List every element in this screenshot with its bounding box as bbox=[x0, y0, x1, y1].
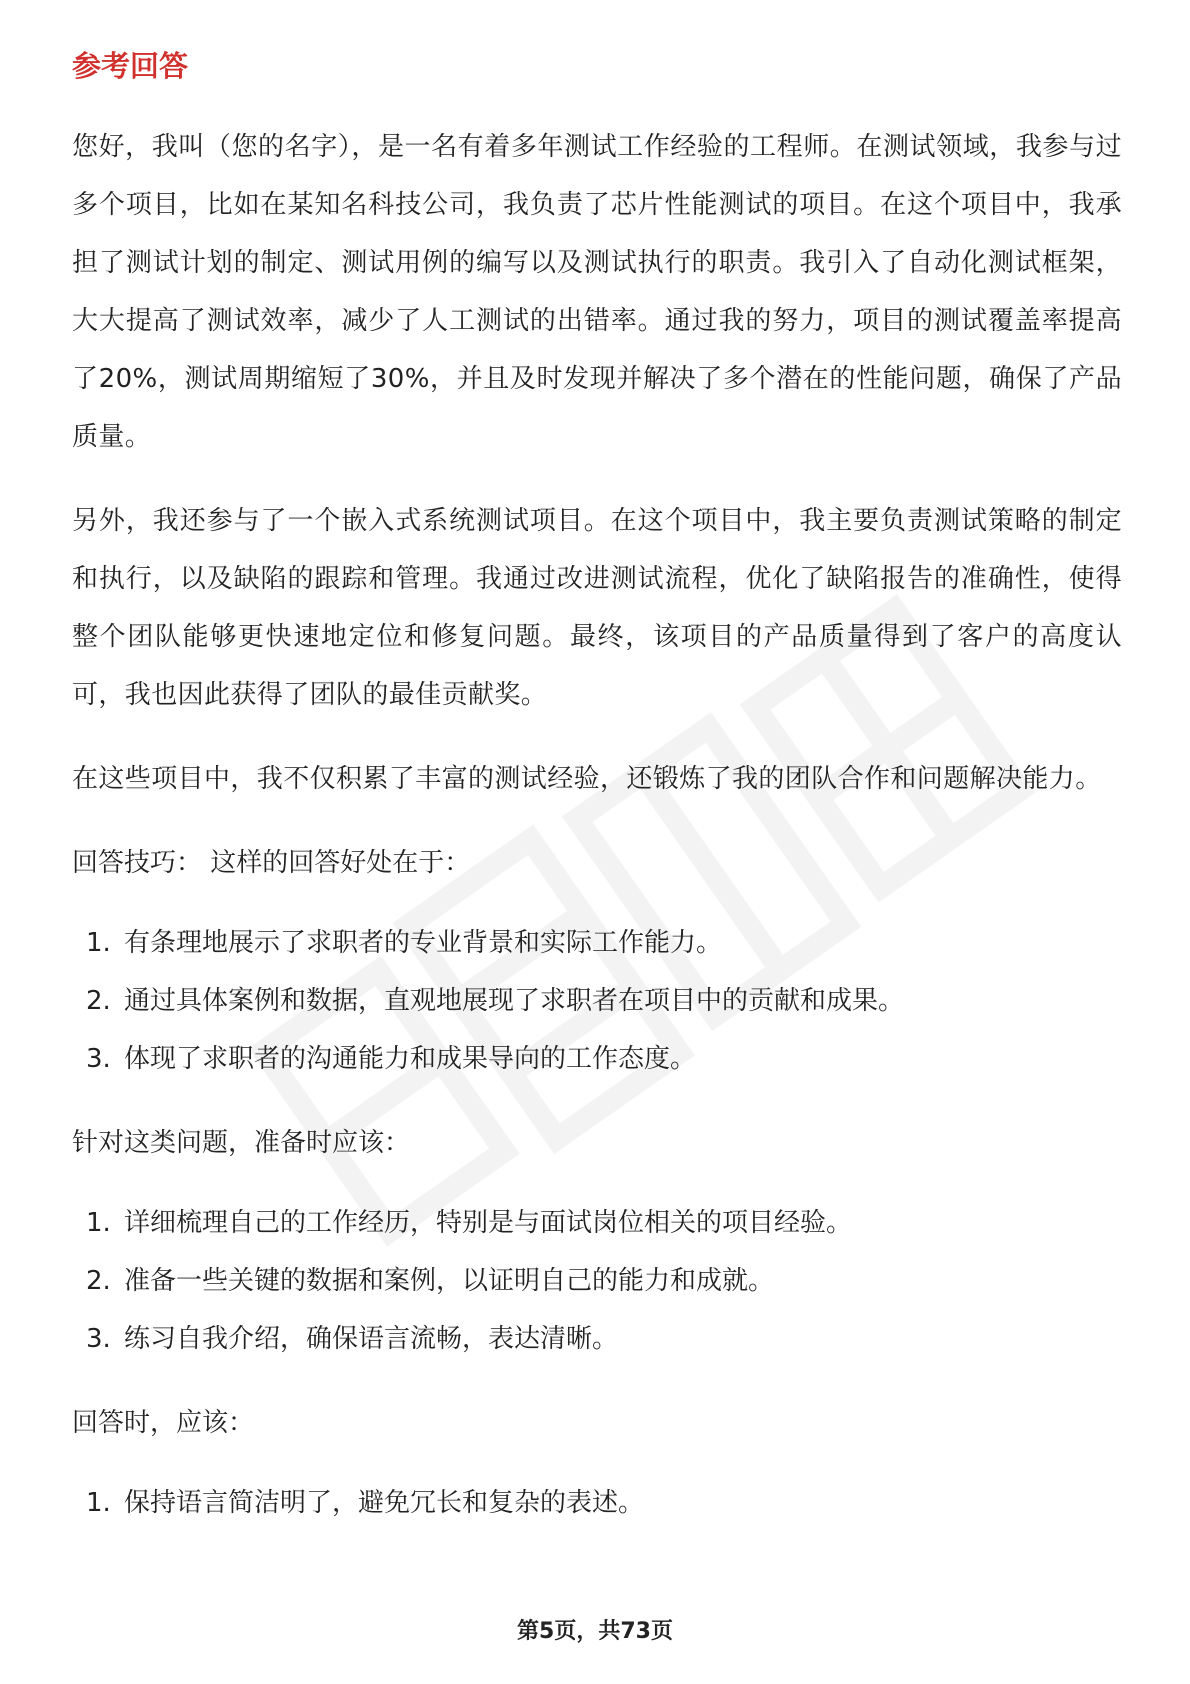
list-number: 2. bbox=[86, 1266, 111, 1296]
list-number: 1. bbox=[86, 928, 111, 958]
list-text: 通过具体案例和数据，直观地展现了求职者在项目中的贡献和成果。 bbox=[124, 986, 905, 1016]
prepare-label: 针对这类问题，准备时应该： bbox=[72, 1128, 411, 1158]
tips-label: 回答技巧： 这样的回答好处在于： bbox=[72, 848, 471, 878]
list-number: 3. bbox=[86, 1044, 111, 1074]
list-number: 1. bbox=[86, 1488, 111, 1518]
answer-paragraph-3: 在这些项目中，我不仅积累了丰富的测试经验，还锻炼了我的团队合作和问题解决能力。 bbox=[72, 764, 1102, 794]
list-number: 3. bbox=[86, 1324, 111, 1354]
section-heading: 参考回答 bbox=[72, 49, 189, 83]
list-item bbox=[86, 914, 1122, 972]
document-page bbox=[72, 46, 1122, 1558]
list-text: 练习自我介绍，确保语言流畅，表达清晰。 bbox=[124, 1324, 619, 1354]
list-text: 详细梳理自己的工作经历，特别是与面试岗位相关的项目经验。 bbox=[124, 1208, 853, 1238]
list-text: 有条理地展示了求职者的专业背景和实际工作能力。 bbox=[124, 928, 723, 958]
list-item bbox=[86, 972, 1122, 1030]
answer-list bbox=[72, 1474, 1122, 1532]
prepare-list bbox=[72, 1194, 1122, 1368]
list-text: 准备一些关键的数据和案例，以证明自己的能力和成就。 bbox=[124, 1266, 775, 1296]
tips-list bbox=[72, 914, 1122, 1088]
list-text: 保持语言简洁明了，避免冗长和复杂的表述。 bbox=[124, 1488, 645, 1518]
list-item bbox=[86, 1194, 1122, 1252]
list-item bbox=[86, 1252, 1122, 1310]
answer-paragraph-2: 另外，我还参与了一个嵌入式系统测试项目。在这个项目中，我主要负责测试策略的制定和执行，以及缺陷的跟踪和管理。我通过改进测试流程，优化了缺陷报告的准确性，使得整个团队能够更快速地定位和修复问题。最终，该项目的产品质量得到了客户的高度认可，我也因此获得了团队的最佳贡献奖。 bbox=[72, 506, 1122, 710]
page-footer: 第5页，共73页 bbox=[517, 1619, 673, 1644]
answer-paragraph-1: 您好，我叫（您的名字），是一名有着多年测试工作经验的工程师。在测试领域，我参与过多个项目，比如在某知名科技公司，我负责了芯片性能测试的项目。在这个项目中，我承担了测试计划的制定、测试用例的编写以及测试执行的职责。我引入了自动化测试框架，大大提高了测试效率，减少了人工测试的出错率。通过我的努力，项目的测试覆盖率提高了20%，测试周期缩短了30%，并且及时发现并解决了多个潜在的性能问题，确保了产品质量。 bbox=[72, 132, 1122, 452]
list-number: 1. bbox=[86, 1208, 111, 1238]
list-item bbox=[86, 1310, 1122, 1368]
list-number: 2. bbox=[86, 986, 111, 1016]
list-item bbox=[86, 1474, 1122, 1532]
list-item bbox=[86, 1030, 1122, 1088]
list-text: 体现了求职者的沟通能力和成果导向的工作态度。 bbox=[124, 1044, 697, 1074]
answer-label: 回答时，应该： bbox=[72, 1408, 255, 1438]
